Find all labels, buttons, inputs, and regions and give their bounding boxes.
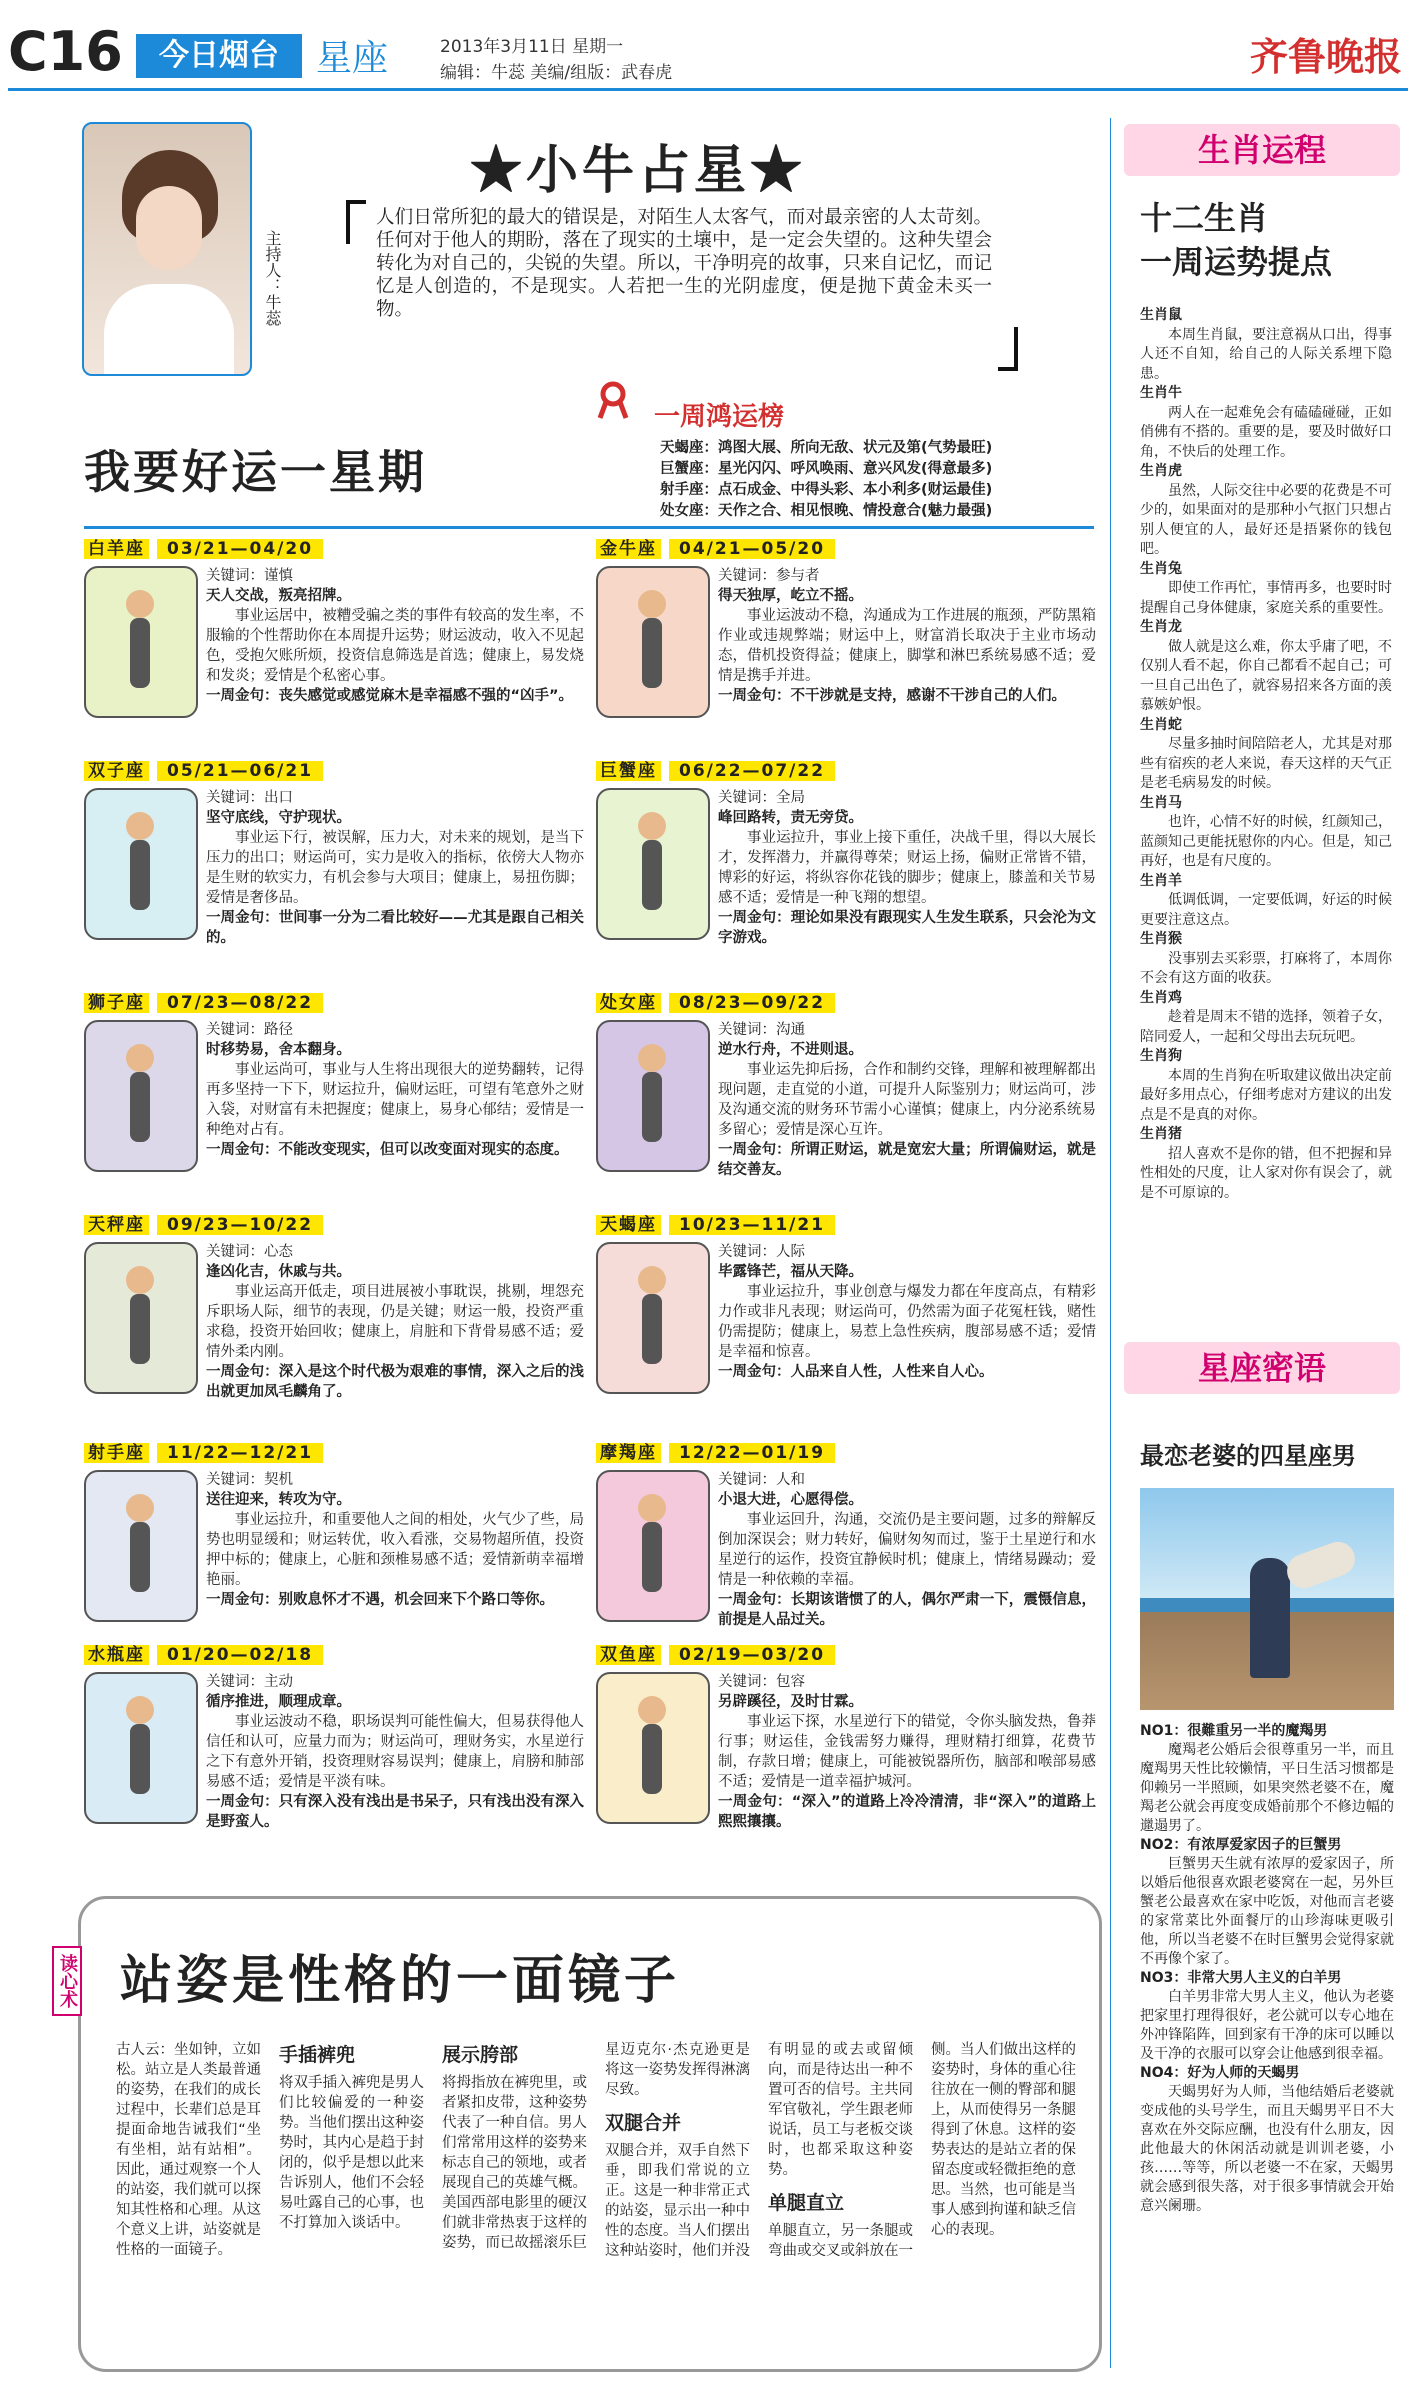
feature-para: 将拇指放在裤兜里，或者紧扣皮带，这种姿势代表了一种自信。男人们常常用这样的姿势来标志自己的领地，或者展现自己的英雄气概。美国西部电影里的硬汉们就非常热衷于这样的姿势，而已故摇滚乐巨星迈克尔·杰克逊更是将这一姿势发挥得淋漓尽致。 [442, 2042, 750, 2251]
figure-body [130, 1724, 150, 1794]
figure-body [130, 1522, 150, 1592]
whisper-heading: NO4：好为人师的天蝎男 [1140, 2065, 1300, 2081]
whisper-text: 巨蟹男天生就有浓厚的爱家因子，所以婚后他很喜欢跟老婆窝在一起，另外巨蟹老公最喜欢在家中吃饭，对他而言老婆的家常菜比外面餐厅的山珍海味更吸引他，所以当老婆不在时巨蟹男会觉得家就不再像个家了。 [1140, 1856, 1394, 1967]
sign-body: 事业运拉升，和重要他人之间的相处，火气少了些，局势也明显缓和；财运转优，收入看涨，交易物超所值，投资押中标的；健康上，心脏和颈椎易感不适；爱情新萌幸福增艳丽。 [206, 1512, 584, 1588]
animal-text: 低调低调，一定要低调，好运的时候更要注意这点。 [1140, 892, 1392, 928]
animal-name: 生肖猴 [1140, 931, 1182, 947]
figure-head [638, 1044, 666, 1072]
animal-name: 生肖蛇 [1140, 716, 1182, 733]
sign-keyword: 关键词：沟通 [718, 1022, 805, 1038]
figure-body [130, 840, 150, 910]
sign-text [206, 1470, 584, 1610]
sign-name: 白羊座 [84, 539, 149, 559]
ranking-item: 处女座：天作之合、相见恨晚、情投意合(魅力最强) [660, 503, 993, 519]
figure-body [642, 840, 662, 910]
sign-quote: 一周金句：长期该谐惯了的人，偶尔严肃一下，震慑信息，前提是人品过关。 [718, 1592, 1096, 1628]
sign-name: 狮子座 [84, 993, 149, 1013]
sign-dates: 03/21—04/20 [157, 539, 323, 559]
sign-dates: 09/23—10/22 [157, 1215, 323, 1235]
sidebar-divider [1110, 118, 1111, 2368]
sign-dates: 04/21—05/20 [669, 539, 835, 559]
sign-quote: 一周金句：人品来自人性，人性来自人心。 [718, 1364, 994, 1380]
animal-name: 生肖狗 [1140, 1048, 1182, 1064]
sign-text [206, 566, 584, 706]
feature-subhead: 手插裤兜 [279, 2044, 356, 2066]
figure-head [126, 1696, 154, 1724]
sign-header [596, 1210, 1096, 1234]
face-shape [136, 186, 202, 270]
sign-name: 天秤座 [84, 1215, 149, 1235]
sign-dates: 01/20—02/18 [157, 1645, 323, 1665]
couple-photo [1140, 1488, 1394, 1710]
figure-head [126, 1044, 154, 1072]
sign-illustration [596, 1020, 710, 1172]
sign-block [596, 1210, 1096, 1380]
sign-quote: 一周金句：世间事一分为二看比较好——尤其是跟自己相关的。 [206, 910, 584, 946]
animal-text: 两人在一起难免会有磕磕碰碰，正如俏佛有不搭的。重要的是，要及时做好口角，不快后的处理工作。 [1140, 404, 1392, 460]
sign-quote: 一周金句：“深入”的道路上冷冷清清，非“深入”的道路上熙熙攘攘。 [718, 1794, 1096, 1830]
figure-head [638, 1494, 666, 1522]
sign-dates: 02/19—03/20 [669, 1645, 835, 1665]
animal-text: 没事别去买彩票，打麻将了，本周你不会有这方面的收获。 [1140, 950, 1392, 986]
sign-text [718, 788, 1096, 948]
zodiac-animals-list [1140, 306, 1392, 1203]
sign-dates: 08/23—09/22 [669, 993, 835, 1013]
sign-keyword: 关键词：人和 [718, 1472, 805, 1488]
sign-body: 事业运高开低走，项目进展被小事耽误，挑剔，埋怨充斥职场人际，细节的表现，仍是关键；财运一般，投资严重求稳，投资开始回收；健康上，肩脏和下背骨易感不适；爱情外柔内刚。 [206, 1284, 584, 1360]
figure-head [638, 590, 666, 618]
sign-text [206, 1242, 584, 1402]
sign-block [596, 756, 1096, 946]
sign-body: 事业运居中，被糟受骗之类的事件有较高的发生率，不服输的个性帮助你在本周提升运势；财运波动，收入不见起色，受抱欠账所烦，投资信息筛选是首选；健康上，易发烧和发炎；爱情是个私密心事。 [206, 608, 584, 684]
figure-body [642, 1522, 662, 1592]
star-whisper-list [1140, 1722, 1394, 2216]
star-whisper-title: 最恋老婆的四星座男 [1140, 1442, 1356, 1470]
sign-block [596, 534, 1096, 704]
whisper-text: 天蝎男好为人师，当他结婚后老婆就变成他的头号学生，而且天蝎男平日不大喜欢在外交际应酬，也没有什么朋友，因此他最大的休闲活动就是训训老婆，小孩……等等，所以老婆一不在家，天蝎男就会感到很失落，对于很多事情就会开始意兴阑珊。 [1140, 2084, 1394, 2214]
ranking-item: 天蝎座：鸿图大展、所向无敌、状元及第(气势最旺) [660, 440, 993, 456]
feature-para: 单腿直立，另一条腿或弯曲或交叉或斜放在一侧。当人们做出这样的姿势时，身体的重心往往放在一侧的臀部和腿上，从而使得另一条腿得到了休息。这样的姿势表达的是站立者的保留态度或轻微拒绝的意思。当然，也可能是当事人感到拘谨和缺乏信心的表现。 [768, 2042, 1076, 2259]
figure-body [642, 1294, 662, 1364]
newspaper-logo: 齐鲁晚报 [1250, 34, 1403, 79]
sign-dates: 11/22—12/21 [157, 1443, 323, 1463]
zodiac-animals-badge: 生肖运程 [1124, 124, 1400, 176]
animal-text: 做人就是这么难，你太乎庸了吧，不仅别人看不起，你自己都看不起自己；可一旦自己出色了，就容易招来各方面的羡慕嫉妒恨。 [1140, 638, 1392, 713]
whisper-heading: NO3：非常大男人主义的白羊男 [1140, 1970, 1342, 1986]
sign-quote: 一周金句：别败息怀才不遇，机会回来下个路口等你。 [206, 1592, 554, 1608]
sign-body: 事业运先抑后扬，合作和制约交锋，理解和被理解都出现问题，走直觉的小道，可提升人际鉴别力；财运尚可，涉及沟通交流的财务环节需小心谨慎；健康上，内分泌系统易多留心；爱情是深心互许。 [718, 1062, 1096, 1138]
animal-name: 生肖羊 [1140, 872, 1182, 889]
sign-illustration [84, 1470, 198, 1622]
open-bracket [346, 200, 366, 244]
figure-body [642, 618, 662, 688]
sign-dates: 07/23—08/22 [157, 993, 323, 1013]
sign-header [596, 1438, 1096, 1462]
sign-motto: 逆水行舟，不进则退。 [718, 1042, 863, 1058]
sign-quote: 一周金句：深入是这个时代极为艰难的事情，深入之后的浅出就更加凤毛麟角了。 [206, 1364, 584, 1400]
sign-dates: 06/22—07/22 [669, 761, 835, 781]
ranking-list [660, 438, 992, 522]
sign-text [206, 1020, 584, 1160]
sign-name: 巨蟹座 [596, 761, 661, 781]
sign-quote: 一周金句：理论如果没有跟现实人生发生联系，只会沦为文字游戏。 [718, 910, 1096, 946]
figure-body [130, 1072, 150, 1142]
page-number: C16 [8, 20, 123, 83]
sign-block [596, 988, 1096, 1178]
sign-motto: 得天独厚，屹立不摇。 [718, 588, 863, 604]
animal-text: 本周的生肖狗在听取建议做出决定前最好多用点心，仔细考虑对方建议的出发点是不是真的对你。 [1140, 1067, 1392, 1123]
sign-header [84, 1210, 584, 1234]
sign-text [718, 1242, 1096, 1382]
sign-body: 事业运波动不稳，职场误判可能性偏大，但易获得他人信任和认可，应量力而为；财运尚可，理财务实，水星逆行之下有意外开销，投资理财容易误判；健康上，肩膀和肺部易感不适；爱情是平淡有味。 [206, 1714, 584, 1790]
sign-body: 事业运拉升，事业上接下重任，决战千里，得以大展长才，发挥潜力，并赢得尊荣；财运上扬，偏财正常皆不错，博彩的好运，将纵容你花钱的脚步；健康上，膝盖和关节易感不适；爱情是一种飞翔的想望。 [718, 830, 1096, 906]
sign-keyword: 关键词：路径 [206, 1022, 293, 1038]
animal-text: 趁着是周末不错的选择，领着子女，陪同爱人，一起和父母出去玩玩吧。 [1140, 1009, 1392, 1045]
whisper-text: 白羊男非常大男人主义，他认为老婆把家里打理得很好，老公就可以专心地在外冲锋陷阵，回到家有干净的床可以睡以及干净的衣服可以穿会让他感到很幸福。 [1140, 1989, 1394, 2062]
ranking-item: 巨蟹座：星光闪闪、呼风唤雨、意兴风发(得意最多) [660, 461, 993, 477]
sign-keyword: 关键词：谨慎 [206, 568, 293, 584]
editor-line: 编辑：牛蕊 美编/组版：武春虎 [440, 63, 673, 83]
animal-name: 生肖鼠 [1140, 307, 1182, 323]
sign-header [596, 1640, 1096, 1664]
sign-keyword: 关键词：契机 [206, 1472, 293, 1488]
couple-figure-2 [1282, 1537, 1359, 1593]
sign-quote: 一周金句：只有深入没有浅出是书呆子，只有浅出没有深入是野蛮人。 [206, 1794, 584, 1830]
sign-motto: 循序推进，顺理成章。 [206, 1694, 351, 1710]
animal-text: 即使工作再忙，事情再多，也要时时提醒自己身体健康，家庭关系的重要性。 [1140, 580, 1392, 616]
sign-motto: 坚守底线，守护现状。 [206, 810, 351, 826]
sign-block [84, 1438, 584, 1608]
whisper-heading: NO1：很難重另一半的魔羯男 [1140, 1723, 1328, 1739]
zodiac-animals-title: 十二生肖 一周运势提点 [1140, 199, 1333, 281]
sign-header [84, 534, 584, 558]
animal-name: 生肖虎 [1140, 463, 1182, 479]
sign-motto: 毕露锋芒，福从天降。 [718, 1264, 863, 1280]
sign-illustration [84, 1242, 198, 1394]
sign-name: 摩羯座 [596, 1443, 661, 1463]
sign-name: 双鱼座 [596, 1645, 661, 1665]
sign-dates: 05/21—06/21 [157, 761, 323, 781]
figure-body [130, 618, 150, 688]
sign-block [84, 988, 584, 1158]
sign-name: 金牛座 [596, 539, 661, 559]
figure-head [126, 1494, 154, 1522]
sign-body: 事业运下行，被误解，压力大，对未来的规划，是当下压力的出口；财运尚可，实力是收入的指标，依傍大人物亦是生财的软实力，有机会参与大项目；健康上，易扭伤脚；爱情是奢侈品。 [206, 830, 584, 906]
sign-illustration [84, 566, 198, 718]
sign-header [84, 1438, 584, 1462]
ranking-item: 射手座：点石成金、中得头彩、本小利多(财运最佳) [660, 482, 993, 498]
sign-block [596, 1640, 1096, 1830]
animal-text: 本周生肖鼠，要注意祸从口出，得事人还不自知，给自己的人际关系埋下隐患。 [1140, 326, 1392, 382]
sign-motto: 逢凶化吉，休戚与共。 [206, 1264, 351, 1280]
figure-head [126, 590, 154, 618]
sign-quote: 一周金句：丧失感觉或感觉麻木是幸福感不强的“凶手”。 [206, 688, 574, 704]
sign-quote: 一周金句：不能改变现实，但可以改变面对现实的态度。 [206, 1142, 569, 1158]
sign-body: 事业运尚可，事业与人生将出现很大的逆势翻转，记得再多坚持一下下，财运拉升，偏财运旺，可望有笔意外之财入袋，对财富有未把握度；健康上，易身心郁结；爱情是一种绝对占有。 [206, 1062, 584, 1138]
whisper-heading: NO2：有浓厚爱家因子的巨蟹男 [1140, 1837, 1342, 1853]
date-line: 2013年3月11日 星期一 [440, 37, 624, 57]
intro-text: 人们日常所犯的最大的错误是，对陌生人太客气，而对最亲密的人太苛刻。任何对于他人的期盼，落在了现实的土壤中，是一定会失望的。这种失望会转化为对自己的，尖锐的失望。所以，干净明亮的故事，只来自记忆，而记忆是人创造的，不是现实。人若把一生的光阴虚度，便是抛下黄金未买一物。 [376, 207, 992, 320]
sign-header [596, 534, 1096, 558]
sign-keyword: 关键词：主动 [206, 1674, 293, 1690]
sign-illustration [84, 1672, 198, 1824]
header-rule [8, 88, 1408, 91]
sign-body: 事业运回升，沟通，交流仍是主要问题，过多的辩解反倒加深误会；财力转好，偏财匆匆而过，鉴于土星逆行和水星逆行的运作，投资宜静候时机；健康上，情绪易躁动；爱情是一种依赖的幸福。 [718, 1512, 1096, 1588]
ribbon-icon [592, 378, 634, 420]
luck-title: 我要好运一星期 [84, 445, 427, 499]
sign-motto: 另辟蹊径，及时甘霖。 [718, 1694, 863, 1710]
luck-rule [84, 526, 1094, 529]
shoulder-shape [104, 284, 234, 376]
animal-name: 生肖牛 [1140, 385, 1182, 401]
sign-name: 双子座 [84, 761, 149, 781]
sign-text [718, 1672, 1096, 1832]
figure-head [638, 1266, 666, 1294]
sign-block [84, 534, 584, 704]
figure-head [638, 812, 666, 840]
sign-keyword: 关键词：人际 [718, 1244, 805, 1260]
sign-name: 水瓶座 [84, 1645, 149, 1665]
sign-text [718, 1470, 1096, 1630]
sign-motto: 时移势易，舍本翻身。 [206, 1042, 351, 1058]
close-bracket [998, 327, 1018, 371]
sign-illustration [596, 1470, 710, 1622]
sign-block [84, 1640, 584, 1830]
section-tab: 今日烟台 [136, 34, 302, 78]
sign-dates: 10/23—11/21 [669, 1215, 835, 1235]
couple-figure [1250, 1558, 1290, 1678]
sign-illustration [84, 788, 198, 940]
sign-header [84, 756, 584, 780]
main-title: ★小牛占星★ [470, 140, 807, 201]
figure-body [642, 1724, 662, 1794]
section-name: 星座 [316, 38, 389, 79]
sign-block [84, 1210, 584, 1400]
animal-name: 生肖龙 [1140, 619, 1182, 635]
feature-para: 双腿合并，双手自然下垂，即我们常说的立正。这是一种非常正式的站姿，显示出一种中性的态度。当人们摆出这种站姿时，他们并没有明显的或去或留倾向，而是待达出一种不置可否的信号。主共同军官敬礼，学生跟老师说话，员工与老板交谈时，也都采取这种姿势。 [605, 2042, 913, 2259]
feature-para: 将双手插入裤兜是男人们比较偏爱的一种姿势。当他们摆出这种姿势时，其内心是趋于封闭的，似乎是想以此来告诉别人，他们不会轻易吐露自己的心事，也不打算加入谈话中。 [279, 2075, 424, 2231]
sign-text [718, 566, 1096, 706]
sign-header [84, 1640, 584, 1664]
sign-keyword: 关键词：参与者 [718, 568, 820, 584]
sign-body: 事业运拉升，事业创意与爆发力都在年度高点，有精彩力作或非凡表现；财运尚可，仍然需为面子花冤枉钱，赌性仍需提防；健康上，易惹上急性疾病，腹部易感不适；爱情是幸福和惊喜。 [718, 1284, 1096, 1360]
animal-name: 生肖兔 [1140, 560, 1182, 577]
sign-keyword: 关键词：包容 [718, 1674, 805, 1690]
sign-keyword: 关键词：出口 [206, 790, 293, 806]
sign-name: 射手座 [84, 1443, 149, 1463]
sign-illustration [596, 1672, 710, 1824]
sign-keyword: 关键词：心态 [206, 1244, 293, 1260]
sign-name: 天蝎座 [596, 1215, 661, 1235]
host-photo [82, 122, 252, 376]
sign-motto: 送往迎来，转攻为守。 [206, 1492, 351, 1508]
star-whisper-badge: 星座密语 [1124, 1342, 1400, 1394]
sign-body: 事业运下探，水星逆行下的错觉，令你头脑发热，鲁莽行事；财运佳，金钱需努力赚得，理财精打细算，花费节制，存款日增；健康上，可能被锐器所伤，脑部和喉部易感不适；爱情是一道幸福护城河。 [718, 1714, 1096, 1790]
sign-illustration [596, 788, 710, 940]
figure-head [126, 812, 154, 840]
sign-motto: 小退大进，心愿得偿。 [718, 1492, 863, 1508]
sign-header [596, 756, 1096, 780]
sign-text [718, 1020, 1096, 1180]
sign-block [84, 756, 584, 946]
sign-quote: 一周金句：所谓正财运，就是宽宏大量；所谓偏财运，就是结交善友。 [718, 1142, 1096, 1178]
sign-header [84, 988, 584, 1012]
sign-name: 处女座 [596, 993, 661, 1013]
whisper-text: 魔羯老公婚后会很尊重另一半，而且魔羯男天性比较懒情，平日生活习惯都是仰赖另一半照顾，如果突然老婆不在，魔羯老公就会再度变成婚前那个不修边幅的邋遢男了。 [1140, 1742, 1394, 1834]
sign-illustration [596, 1242, 710, 1394]
sign-keyword: 关键词：全局 [718, 790, 805, 806]
feature-subhead: 双腿合并 [605, 2112, 682, 2134]
sign-motto: 峰回路转，责无旁贷。 [718, 810, 863, 826]
sign-quote: 一周金句：不干涉就是支持，感谢不干涉自己的人们。 [718, 688, 1066, 704]
animal-name: 生肖猪 [1140, 1126, 1182, 1142]
feature-subhead: 展示胯部 [442, 2044, 519, 2066]
sign-header [596, 988, 1096, 1012]
figure-head [638, 1696, 666, 1724]
sign-illustration [84, 1020, 198, 1172]
animal-name: 生肖马 [1140, 794, 1182, 811]
animal-text: 虽然，人际交往中必要的花费是不可少的，如果面对的是那种小气抠门只想占别人便宜的人，最好还是捂紧你的钱包吧。 [1140, 482, 1392, 557]
feature-subhead: 单腿直立 [768, 2192, 845, 2214]
header-meta [440, 34, 672, 86]
animal-text: 尽量多抽时间陪陪老人，尤其是对那些有宿疾的老人来说，春天这样的天气正是老毛病易发的时候。 [1140, 736, 1392, 791]
feature-para: 古人云：坐如钟，立如松。站立是人类最普通的姿势，在我们的成长过程中，长辈们总是耳提面命地告诫我们“坐有坐相，站有站相”。因此，通过观察一个人的站姿，我们就可以探知其性格和心理。从这个意义上讲，站姿就是性格的一面镜子。 [116, 2042, 261, 2258]
ranking-title: 一周鸿运榜 [654, 402, 785, 432]
sign-body: 事业运波动不稳，沟通成为工作进展的瓶颈，严防黑箱作业或违规弊端；财运中上，财富消长取决于主业市场动态，借机投资得益；健康上，脚掌和淋巴系统易感不适；爱情是携手并进。 [718, 608, 1096, 684]
feature-body [116, 2040, 1076, 2360]
host-caption: 主持人：牛蕊 [263, 230, 282, 326]
feature-title: 站姿是性格的一面镜子 [120, 1951, 681, 2011]
column-tag: 读心术 [52, 1946, 82, 2016]
figure-body [130, 1294, 150, 1364]
intro-quote [352, 206, 992, 321]
animal-text: 招人喜欢不是你的错，但不把握和异性相处的尺度，让人家对你有误会了，就是不可原谅的。 [1140, 1145, 1392, 1201]
sign-dates: 12/22—01/19 [669, 1443, 835, 1463]
animal-text: 也许，心情不好的时候，红颜知己，蓝颜知己更能抚慰你的内心。但是，知己再好，也是有尺度的。 [1140, 814, 1392, 869]
sign-text [206, 788, 584, 948]
figure-body [642, 1072, 662, 1142]
animal-name: 生肖鸡 [1140, 989, 1182, 1006]
sign-text [206, 1672, 584, 1832]
sign-illustration [596, 566, 710, 718]
sign-motto: 天人交战，叛亮招牌。 [206, 588, 351, 604]
figure-head [126, 1266, 154, 1294]
sign-block [596, 1438, 1096, 1628]
